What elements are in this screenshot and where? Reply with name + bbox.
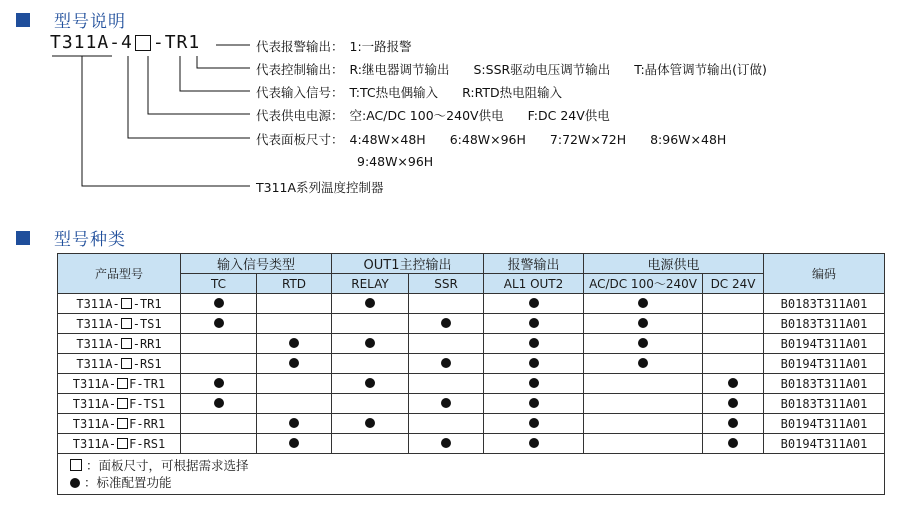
model-cell [58, 294, 181, 314]
table-row [58, 414, 885, 434]
feature-cell [409, 434, 484, 454]
note-standard [70, 474, 872, 491]
dot-icon [70, 478, 80, 488]
desc-label: 代表控制输出： [256, 62, 344, 77]
header-group-alarm: 报警输出 [484, 254, 584, 274]
dot-icon [214, 378, 224, 388]
feature-cell [409, 314, 484, 334]
desc-option: 9:48W×96H [357, 154, 434, 169]
feature-cell [257, 394, 332, 414]
dot-icon [728, 378, 738, 388]
desc-option: 7:72W×72H [549, 132, 627, 147]
header-group-out1: OUT1主控输出 [332, 254, 484, 274]
model-suffix: -RS1 [132, 356, 162, 371]
feature-cell [181, 314, 257, 334]
dot-icon [529, 318, 539, 328]
box-icon [117, 418, 128, 429]
model-code-prefix: T311A-4 [50, 32, 133, 53]
feature-cell [181, 294, 257, 314]
feature-cell [257, 294, 332, 314]
feature-cell [584, 414, 703, 434]
feature-cell [257, 314, 332, 334]
dot-icon [529, 358, 539, 368]
header-col-relay: RELAY [332, 274, 409, 294]
feature-cell [257, 354, 332, 374]
table-notes [58, 454, 885, 495]
dot-icon [365, 298, 375, 308]
feature-cell [409, 394, 484, 414]
table-row [58, 334, 885, 354]
model-suffix: -RR1 [132, 336, 162, 351]
feature-cell [332, 334, 409, 354]
desc-option: 8:96W×48H [650, 132, 727, 147]
box-icon [121, 298, 132, 309]
feature-cell [181, 354, 257, 374]
desc-option: S:SSR驱动电压调节输出 [473, 62, 611, 77]
dot-icon [289, 358, 299, 368]
desc-panel-size-cont [357, 154, 453, 169]
desc-option: R:RTD热电阻输入 [462, 85, 563, 100]
feature-cell [332, 434, 409, 454]
feature-cell [584, 354, 703, 374]
dot-icon [441, 398, 451, 408]
dot-icon [529, 418, 539, 428]
table-row [58, 294, 885, 314]
feature-cell [181, 394, 257, 414]
model-prefix: T311A- [72, 376, 117, 391]
desc-option: T:晶体管调节输出(订做) [634, 62, 767, 77]
header-code: 编码 [764, 254, 885, 294]
desc-panel-size [256, 130, 746, 148]
model-cell [58, 394, 181, 414]
desc-option: 4:48W×48H [349, 132, 426, 147]
table-row [58, 354, 885, 374]
note-text: ：面板尺寸，可根据需求选择 [86, 458, 249, 473]
desc-option: 1:一路报警 [349, 39, 412, 54]
dot-icon [638, 298, 648, 308]
code-cell: B0183T311A01 [764, 374, 885, 394]
feature-cell [181, 334, 257, 354]
feature-cell [703, 294, 764, 314]
feature-cell [257, 414, 332, 434]
desc-label: 代表面板尺寸： [256, 132, 344, 147]
box-icon [117, 398, 128, 409]
feature-cell [409, 334, 484, 354]
feature-cell [484, 374, 584, 394]
desc-label: 代表供电电源： [256, 108, 344, 123]
model-cell [58, 414, 181, 434]
desc-power-supply [256, 106, 630, 124]
feature-cell [703, 334, 764, 354]
dot-icon [728, 418, 738, 428]
dot-icon [441, 358, 451, 368]
feature-cell [484, 394, 584, 414]
dot-icon [529, 298, 539, 308]
dot-icon [441, 438, 451, 448]
dot-icon [289, 438, 299, 448]
dot-icon [365, 338, 375, 348]
dot-icon [365, 418, 375, 428]
section-title: 型号种类 [54, 230, 126, 250]
header-group-power: 电源供电 [584, 254, 764, 274]
feature-cell [409, 354, 484, 374]
square-bullet-icon [16, 231, 30, 245]
feature-cell [484, 294, 584, 314]
feature-cell [332, 354, 409, 374]
feature-cell [484, 354, 584, 374]
dot-icon [441, 318, 451, 328]
feature-cell [332, 374, 409, 394]
dot-icon [214, 398, 224, 408]
feature-cell [181, 434, 257, 454]
note-panel-size [70, 457, 872, 474]
header-col-dc24: DC 24V [703, 274, 764, 294]
code-cell: B0183T311A01 [764, 314, 885, 334]
header-col-acdc: AC/DC 100～240V [584, 274, 703, 294]
model-prefix: T311A- [76, 296, 120, 311]
feature-cell [703, 314, 764, 334]
feature-cell [332, 394, 409, 414]
model-cell [58, 314, 181, 334]
desc-input-signal [256, 83, 582, 101]
feature-cell [409, 374, 484, 394]
dot-icon [529, 338, 539, 348]
note-text: ：标准配置功能 [84, 475, 172, 490]
model-cell [58, 434, 181, 454]
dot-icon [638, 318, 648, 328]
table-row [58, 374, 885, 394]
model-prefix: T311A- [72, 436, 117, 451]
header-group-input: 输入信号类型 [181, 254, 332, 274]
model-suffix: -TS1 [132, 316, 162, 331]
model-prefix: T311A- [76, 316, 120, 331]
model-cell [58, 354, 181, 374]
header-col-al1: AL1 OUT2 [484, 274, 584, 294]
model-prefix: T311A- [76, 356, 120, 371]
desc-label: 代表报警输出： [256, 39, 344, 54]
model-cell [58, 334, 181, 354]
model-prefix: T311A- [72, 416, 117, 431]
feature-cell [703, 374, 764, 394]
box-icon [121, 338, 132, 349]
feature-cell [257, 434, 332, 454]
feature-cell [332, 314, 409, 334]
model-cell [58, 374, 181, 394]
feature-cell [409, 414, 484, 434]
model-suffix: F-RR1 [129, 416, 166, 431]
feature-cell [181, 414, 257, 434]
table-row [58, 394, 885, 414]
section-header-model-types [16, 225, 126, 250]
desc-series [256, 178, 386, 196]
feature-cell [332, 414, 409, 434]
code-cell: B0194T311A01 [764, 334, 885, 354]
feature-cell [332, 294, 409, 314]
model-suffix: -TR1 [132, 296, 162, 311]
feature-cell [584, 314, 703, 334]
feature-cell [703, 394, 764, 414]
desc-label: T311A系列温度控制器 [256, 180, 384, 195]
feature-cell [703, 434, 764, 454]
header-col-tc: TC [181, 274, 257, 294]
dot-icon [529, 438, 539, 448]
feature-cell [257, 334, 332, 354]
model-suffix: F-TS1 [129, 396, 166, 411]
box-icon [117, 438, 128, 449]
feature-cell [409, 294, 484, 314]
desc-option: F:DC 24V供电 [527, 108, 610, 123]
feature-cell [584, 294, 703, 314]
dot-icon [529, 378, 539, 388]
table-row [58, 434, 885, 454]
dot-icon [728, 398, 738, 408]
desc-label: 代表输入信号： [256, 85, 344, 100]
box-icon [121, 318, 132, 329]
code-cell: B0183T311A01 [764, 294, 885, 314]
code-cell: B0194T311A01 [764, 434, 885, 454]
model-suffix: F-RS1 [129, 436, 166, 451]
model-prefix: T311A- [76, 336, 120, 351]
feature-cell [584, 374, 703, 394]
feature-cell [584, 434, 703, 454]
header-model: 产品型号 [58, 254, 181, 294]
dot-icon [728, 438, 738, 448]
feature-cell [584, 394, 703, 414]
model-code-suffix: -TR1 [152, 32, 201, 53]
section-title: 型号说明 [54, 12, 126, 32]
code-cell: B0194T311A01 [764, 354, 885, 374]
header-col-ssr: SSR [409, 274, 484, 294]
model-suffix: F-TR1 [129, 376, 166, 391]
dot-icon [214, 298, 224, 308]
dot-icon [638, 338, 648, 348]
code-cell: B0194T311A01 [764, 414, 885, 434]
desc-option: 6:48W×96H [449, 132, 526, 147]
dot-icon [289, 338, 299, 348]
feature-cell [484, 314, 584, 334]
dot-icon [214, 318, 224, 328]
model-table [57, 253, 885, 495]
model-prefix: T311A- [72, 396, 117, 411]
feature-cell [257, 374, 332, 394]
desc-option: 空:AC/DC 100～240V供电 [349, 108, 504, 123]
table-row [58, 314, 885, 334]
feature-cell [181, 374, 257, 394]
feature-cell [703, 354, 764, 374]
dot-icon [289, 418, 299, 428]
code-cell: B0183T311A01 [764, 394, 885, 414]
box-icon [117, 378, 128, 389]
feature-cell [584, 334, 703, 354]
dot-icon [638, 358, 648, 368]
feature-cell [703, 414, 764, 434]
feature-cell [484, 334, 584, 354]
box-icon [70, 459, 82, 471]
feature-cell [484, 414, 584, 434]
desc-option: T:TC热电偶输入 [349, 85, 439, 100]
desc-alarm-output [256, 37, 432, 55]
dot-icon [365, 378, 375, 388]
dot-icon [529, 398, 539, 408]
desc-option: R:继电器调节输出 [349, 62, 450, 77]
box-icon [121, 358, 132, 369]
desc-control-output [256, 60, 787, 78]
header-col-rtd: RTD [257, 274, 332, 294]
table-body [58, 294, 885, 454]
feature-cell [484, 434, 584, 454]
